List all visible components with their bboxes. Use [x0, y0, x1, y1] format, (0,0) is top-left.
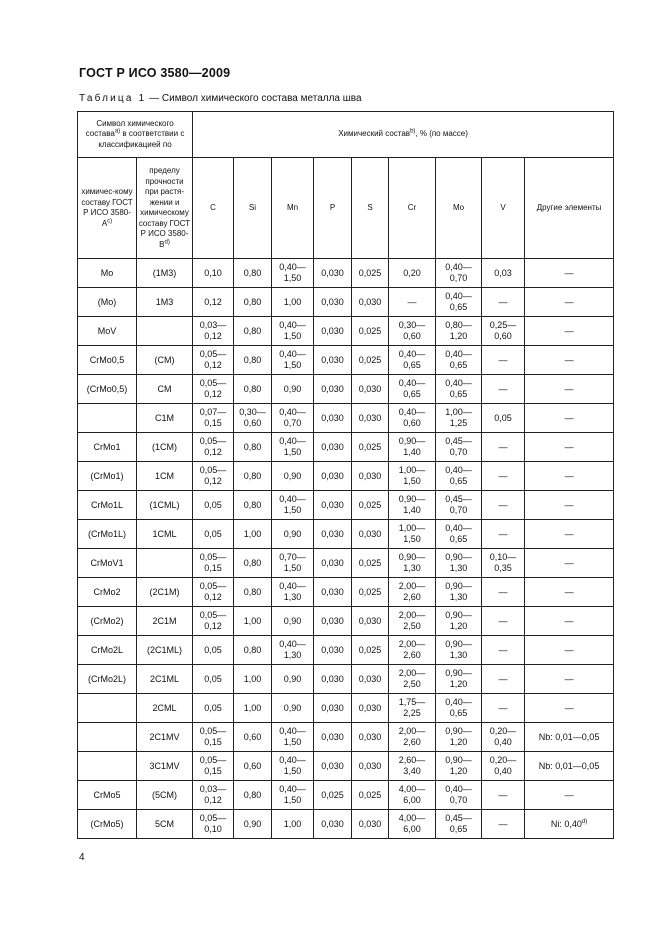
- value-cr: 0,90— 1,30: [389, 549, 436, 578]
- value-p: 0,030: [314, 810, 352, 839]
- value-s: 0,030: [352, 404, 389, 433]
- value-v: —: [482, 607, 525, 636]
- value-c: 0,05— 0,12: [193, 433, 234, 462]
- value-s: 0,025: [352, 346, 389, 375]
- value-v: —: [482, 665, 525, 694]
- symbol-iso-a: CrMo2L: [78, 636, 137, 665]
- value-c: 0,05— 0,15: [193, 549, 234, 578]
- symbol-iso-b: 2C1ML: [137, 665, 193, 694]
- value-si: 0,80: [234, 317, 272, 346]
- symbol-iso-a: CrMo1: [78, 433, 137, 462]
- value-p: 0,030: [314, 636, 352, 665]
- value-v: —: [482, 636, 525, 665]
- symbol-iso-a: MoV: [78, 317, 137, 346]
- value-other: —: [525, 433, 614, 462]
- value-p: 0,030: [314, 607, 352, 636]
- symbol-iso-a: (Mo): [78, 288, 137, 317]
- caption-prefix: Таблица 1: [79, 93, 147, 104]
- value-s: 0,025: [352, 636, 389, 665]
- value-mo: 0,90— 1,30: [436, 578, 482, 607]
- symbol-iso-a: [78, 752, 137, 781]
- value-other: —: [525, 694, 614, 723]
- value-c: 0,07— 0,15: [193, 404, 234, 433]
- value-cr: 1,75— 2,25: [389, 694, 436, 723]
- value-cr: 0,90— 1,40: [389, 491, 436, 520]
- value-v: —: [482, 375, 525, 404]
- symbol-iso-a: CrMo5: [78, 781, 137, 810]
- value-mo: 0,90— 1,30: [436, 636, 482, 665]
- value-v: —: [482, 433, 525, 462]
- value-si: 1,00: [234, 665, 272, 694]
- col-header-mn: Mn: [272, 158, 314, 259]
- value-c: 0,05— 0,10: [193, 810, 234, 839]
- value-other: Ni: 0,40$^{d)}$: [525, 810, 614, 839]
- value-s: 0,030: [352, 694, 389, 723]
- value-v: —: [482, 810, 525, 839]
- value-s: 0,025: [352, 491, 389, 520]
- value-other: —: [525, 665, 614, 694]
- value-v: —: [482, 781, 525, 810]
- table-row: [78, 491, 614, 520]
- value-mn: 0,40— 1,50: [272, 259, 314, 288]
- value-p: 0,030: [314, 404, 352, 433]
- value-other: —: [525, 375, 614, 404]
- symbol-iso-a: Mo: [78, 259, 137, 288]
- col-header-iso-a: химичес-кому составу ГОСТ Р ИСО $3580-А^{с)}$: [78, 158, 137, 259]
- value-si: 0,60: [234, 723, 272, 752]
- value-mn: 0,40— 1,50: [272, 317, 314, 346]
- value-si: 0,80: [234, 259, 272, 288]
- page-number: 4: [79, 852, 85, 863]
- symbol-iso-b: 2C1M: [137, 607, 193, 636]
- value-other: —: [525, 781, 614, 810]
- value-cr: 1,00— 1,50: [389, 520, 436, 549]
- value-si: 0,80: [234, 346, 272, 375]
- value-mn: 0,40— 0,70: [272, 404, 314, 433]
- value-mo: 0,40— 0,65: [436, 520, 482, 549]
- value-cr: 2,00— 2,50: [389, 607, 436, 636]
- value-p: 0,030: [314, 346, 352, 375]
- value-si: 0,80: [234, 491, 272, 520]
- value-s: 0,030: [352, 810, 389, 839]
- value-mo: 0,45— 0,65: [436, 810, 482, 839]
- value-si: 0,90: [234, 810, 272, 839]
- value-v: 0,03: [482, 259, 525, 288]
- value-c: 0,05— 0,15: [193, 752, 234, 781]
- col-header-c: C: [193, 158, 234, 259]
- symbol-iso-a: [78, 694, 137, 723]
- value-c: 0,05— 0,12: [193, 578, 234, 607]
- symbol-iso-b: (1CM): [137, 433, 193, 462]
- value-mn: 0,40— 1,50: [272, 752, 314, 781]
- value-mo: 0,45— 0,70: [436, 491, 482, 520]
- value-mn: 0,90: [272, 462, 314, 491]
- col-header-si: Si: [234, 158, 272, 259]
- value-c: 0,05: [193, 694, 234, 723]
- value-c: 0,03— 0,12: [193, 317, 234, 346]
- value-mn: 0,40— 1,50: [272, 491, 314, 520]
- symbol-iso-b: 2CML: [137, 694, 193, 723]
- table-row: [78, 752, 614, 781]
- value-mo: 0,45— 0,70: [436, 433, 482, 462]
- value-cr: 0,20: [389, 259, 436, 288]
- table-row: [78, 462, 614, 491]
- table-row: [78, 810, 614, 839]
- table-row: [78, 636, 614, 665]
- value-other: —: [525, 259, 614, 288]
- value-cr: 2,00— 2,50: [389, 665, 436, 694]
- value-si: 1,00: [234, 694, 272, 723]
- value-s: 0,025: [352, 578, 389, 607]
- value-si: 0,80: [234, 375, 272, 404]
- value-c: 0,03— 0,12: [193, 781, 234, 810]
- value-cr: 0,40— 0,60: [389, 404, 436, 433]
- value-mn: 0,90: [272, 375, 314, 404]
- value-cr: 2,00— 2,60: [389, 578, 436, 607]
- table-row: [78, 781, 614, 810]
- value-si: 0,80: [234, 636, 272, 665]
- value-cr: 2,00— 2,60: [389, 636, 436, 665]
- value-mn: 0,90: [272, 694, 314, 723]
- value-cr: 4,00— 6,00: [389, 810, 436, 839]
- symbol-iso-b: C1M: [137, 404, 193, 433]
- table-row: [78, 317, 614, 346]
- value-cr: 2,00— 2,60: [389, 723, 436, 752]
- value-p: 0,030: [314, 288, 352, 317]
- value-p: 0,030: [314, 462, 352, 491]
- value-p: 0,030: [314, 433, 352, 462]
- table-row: [78, 404, 614, 433]
- value-v: 0,10— 0,35: [482, 549, 525, 578]
- table-row: [78, 723, 614, 752]
- col-header-other: Другие элементы: [525, 158, 614, 259]
- value-v: 0,25— 0,60: [482, 317, 525, 346]
- value-si: 0,80: [234, 288, 272, 317]
- value-cr: 0,40— 0,65: [389, 346, 436, 375]
- symbol-group-header: Символ химического состава$^{а)}$ в соответствии с классификацией по: [78, 112, 193, 158]
- symbol-iso-b: [137, 549, 193, 578]
- value-mn: 0,90: [272, 520, 314, 549]
- value-s: 0,030: [352, 607, 389, 636]
- value-v: —: [482, 346, 525, 375]
- value-p: 0,030: [314, 259, 352, 288]
- value-p: 0,030: [314, 578, 352, 607]
- value-si: 0,30— 0,60: [234, 404, 272, 433]
- value-other: —: [525, 491, 614, 520]
- value-cr: 0,90— 1,40: [389, 433, 436, 462]
- symbol-iso-b: (1CML): [137, 491, 193, 520]
- value-mo: 0,90— 1,20: [436, 665, 482, 694]
- table-row: [78, 346, 614, 375]
- value-mo: 0,40— 0,65: [436, 375, 482, 404]
- value-s: 0,030: [352, 752, 389, 781]
- symbol-iso-b: (5CM): [137, 781, 193, 810]
- value-si: 0,60: [234, 752, 272, 781]
- value-other: Nb: 0,01—0,05: [525, 752, 614, 781]
- symbol-iso-b: (1M3): [137, 259, 193, 288]
- value-s: 0,025: [352, 317, 389, 346]
- symbol-iso-b: (2C1ML): [137, 636, 193, 665]
- value-mo: 0,40— 0,70: [436, 259, 482, 288]
- col-header-p: P: [314, 158, 352, 259]
- value-si: 0,80: [234, 549, 272, 578]
- value-mo: 0,90— 1,20: [436, 607, 482, 636]
- symbol-iso-b: CM: [137, 375, 193, 404]
- symbol-iso-b: 1CML: [137, 520, 193, 549]
- value-si: 1,00: [234, 607, 272, 636]
- table-row: [78, 433, 614, 462]
- value-c: 0,05: [193, 520, 234, 549]
- value-mo: 1,00— 1,25: [436, 404, 482, 433]
- value-p: 0,030: [314, 549, 352, 578]
- value-p: 0,030: [314, 375, 352, 404]
- value-other: —: [525, 404, 614, 433]
- value-mn: 0,40— 1,50: [272, 346, 314, 375]
- value-mn: 0,90: [272, 607, 314, 636]
- col-header-s: S: [352, 158, 389, 259]
- value-mo: 0,40— 0,65: [436, 288, 482, 317]
- value-mn: 0,40— 1,30: [272, 578, 314, 607]
- value-mo: 0,80— 1,20: [436, 317, 482, 346]
- value-other: —: [525, 549, 614, 578]
- symbol-iso-a: (CrMo1): [78, 462, 137, 491]
- value-c: 0,05: [193, 636, 234, 665]
- symbol-iso-a: (CrMo2L): [78, 665, 137, 694]
- symbol-iso-a: [78, 404, 137, 433]
- value-other: —: [525, 317, 614, 346]
- caption-rest: — Символ химического состава металла шва: [146, 93, 362, 104]
- chemical-composition-table: [77, 111, 614, 839]
- symbol-iso-b: (2C1M): [137, 578, 193, 607]
- value-si: 0,80: [234, 578, 272, 607]
- symbol-iso-b: 1M3: [137, 288, 193, 317]
- value-v: 0,05: [482, 404, 525, 433]
- value-p: 0,030: [314, 317, 352, 346]
- table-row: [78, 549, 614, 578]
- value-mn: 0,40— 1,50: [272, 781, 314, 810]
- value-c: 0,05— 0,15: [193, 723, 234, 752]
- value-v: —: [482, 520, 525, 549]
- value-s: 0,030: [352, 288, 389, 317]
- value-p: 0,025: [314, 781, 352, 810]
- value-s: 0,025: [352, 433, 389, 462]
- value-c: 0,05— 0,12: [193, 462, 234, 491]
- value-s: 0,030: [352, 462, 389, 491]
- value-other: —: [525, 607, 614, 636]
- symbol-iso-b: 3C1MV: [137, 752, 193, 781]
- value-mn: 0,70— 1,50: [272, 549, 314, 578]
- table-row: [78, 520, 614, 549]
- value-v: —: [482, 462, 525, 491]
- table-row: [78, 665, 614, 694]
- value-v: 0,20— 0,40: [482, 723, 525, 752]
- value-mn: 1,00: [272, 288, 314, 317]
- table-row: [78, 259, 614, 288]
- value-mo: 0,90— 1,30: [436, 549, 482, 578]
- value-si: 0,80: [234, 781, 272, 810]
- value-mo: 0,90— 1,20: [436, 752, 482, 781]
- value-other: Nb: 0,01—0,05: [525, 723, 614, 752]
- value-other: —: [525, 346, 614, 375]
- value-other: —: [525, 462, 614, 491]
- value-mo: 0,40— 0,65: [436, 462, 482, 491]
- value-c: 0,05: [193, 491, 234, 520]
- value-p: 0,030: [314, 491, 352, 520]
- value-c: 0,05— 0,12: [193, 375, 234, 404]
- table-caption: [79, 93, 362, 104]
- value-cr: —: [389, 288, 436, 317]
- value-si: 0,80: [234, 462, 272, 491]
- symbol-iso-b: 2C1MV: [137, 723, 193, 752]
- value-v: 0,20— 0,40: [482, 752, 525, 781]
- value-other: —: [525, 578, 614, 607]
- value-v: —: [482, 491, 525, 520]
- symbol-iso-b: 1CM: [137, 462, 193, 491]
- value-p: 0,030: [314, 723, 352, 752]
- value-other: —: [525, 288, 614, 317]
- value-p: 0,030: [314, 665, 352, 694]
- value-c: 0,05: [193, 665, 234, 694]
- value-mn: 0,90: [272, 665, 314, 694]
- col-header-iso-b: пределу прочности при растя-жении и химическому составу ГОСТ Р ИСО $3580-В^{d)}$: [137, 158, 193, 259]
- value-other: —: [525, 636, 614, 665]
- symbol-iso-a: CrMo2: [78, 578, 137, 607]
- value-p: 0,030: [314, 752, 352, 781]
- col-header-cr: Cr: [389, 158, 436, 259]
- symbol-iso-a: [78, 723, 137, 752]
- symbol-iso-a: CrMoV1: [78, 549, 137, 578]
- value-c: 0,05— 0,12: [193, 346, 234, 375]
- col-header-mo: Mo: [436, 158, 482, 259]
- value-mn: 0,40— 1,50: [272, 433, 314, 462]
- value-v: —: [482, 578, 525, 607]
- table-body: [78, 259, 614, 839]
- table-row: [78, 607, 614, 636]
- value-p: 0,030: [314, 694, 352, 723]
- value-p: 0,030: [314, 520, 352, 549]
- value-c: 0,10: [193, 259, 234, 288]
- value-cr: 4,00— 6,00: [389, 781, 436, 810]
- table-row: [78, 578, 614, 607]
- chem-group-header: Химический состав$^{b)}$, % (по массе): [193, 112, 614, 158]
- value-cr: 1,00— 1,50: [389, 462, 436, 491]
- value-s: 0,030: [352, 375, 389, 404]
- symbol-iso-a: CrMo1L: [78, 491, 137, 520]
- value-mn: 0,40— 1,30: [272, 636, 314, 665]
- value-v: —: [482, 288, 525, 317]
- document-title: ГОСТ Р ИСО 3580—2009: [79, 66, 231, 80]
- symbol-iso-b: 5CM: [137, 810, 193, 839]
- symbol-iso-a: (CrMo5): [78, 810, 137, 839]
- value-mo: 0,40— 0,65: [436, 694, 482, 723]
- value-mn: 0,40— 1,50: [272, 723, 314, 752]
- value-c: 0,12: [193, 288, 234, 317]
- value-cr: 2,60— 3,40: [389, 752, 436, 781]
- value-s: 0,030: [352, 665, 389, 694]
- symbol-iso-a: CrMo0,5: [78, 346, 137, 375]
- value-mo: 0,40— 0,70: [436, 781, 482, 810]
- value-s: 0,025: [352, 781, 389, 810]
- col-header-v: V: [482, 158, 525, 259]
- table-row: [78, 694, 614, 723]
- value-other: —: [525, 520, 614, 549]
- value-si: 1,00: [234, 520, 272, 549]
- table-row: [78, 288, 614, 317]
- symbol-iso-b: (CM): [137, 346, 193, 375]
- value-s: 0,025: [352, 549, 389, 578]
- value-cr: 0,40— 0,65: [389, 375, 436, 404]
- value-s: 0,030: [352, 520, 389, 549]
- symbol-iso-b: [137, 317, 193, 346]
- symbol-iso-a: (CrMo0,5): [78, 375, 137, 404]
- value-s: 0,025: [352, 259, 389, 288]
- symbol-iso-a: (CrMo1L): [78, 520, 137, 549]
- value-cr: 0,30— 0,60: [389, 317, 436, 346]
- value-s: 0,030: [352, 723, 389, 752]
- value-v: —: [482, 694, 525, 723]
- value-c: 0,05— 0,12: [193, 607, 234, 636]
- value-mo: 0,40— 0,65: [436, 346, 482, 375]
- symbol-iso-a: (CrMo2): [78, 607, 137, 636]
- value-si: 0,80: [234, 433, 272, 462]
- table-row: [78, 375, 614, 404]
- value-mo: 0,90— 1,20: [436, 723, 482, 752]
- value-mn: 1,00: [272, 810, 314, 839]
